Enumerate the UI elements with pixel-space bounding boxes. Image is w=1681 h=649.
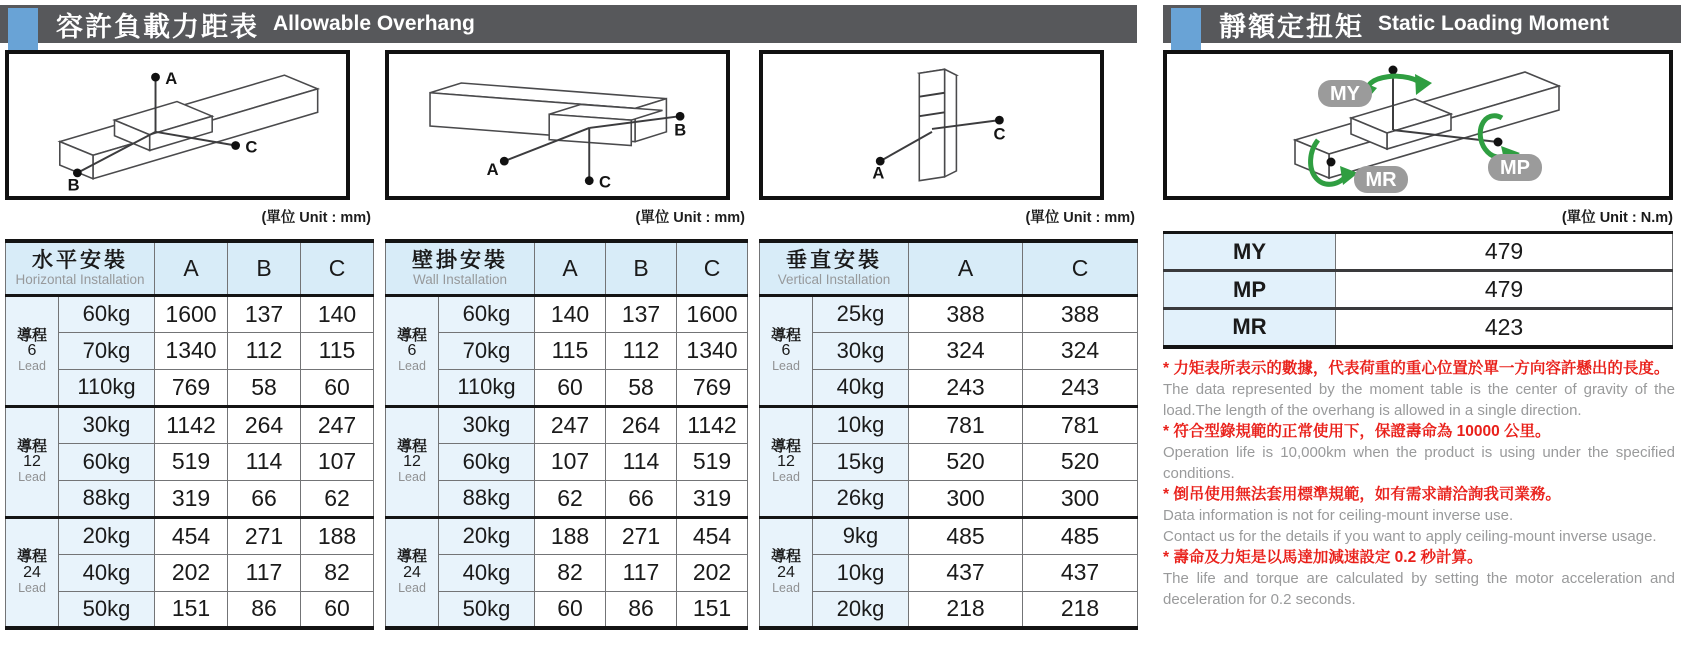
value-cell: 769 — [677, 369, 748, 406]
footnote-en: Operation life is 10,000km when the product is using under the specified conditions. — [1163, 443, 1675, 482]
value-cell: 117 — [228, 554, 301, 591]
column-header: A — [535, 241, 606, 295]
vertical-installation-diagram — [759, 50, 1104, 200]
table-row — [760, 591, 1138, 628]
value-cell: 1142 — [155, 406, 228, 443]
table-row — [760, 443, 1138, 480]
value-cell: 107 — [535, 443, 606, 480]
load-cell: 70kg — [439, 332, 535, 369]
moment-value-cell: 479 — [1336, 271, 1673, 309]
unit-label-mm: (單位 Unit : mm) — [635, 210, 745, 226]
value-cell: 66 — [228, 480, 301, 517]
column-header: A — [909, 241, 1023, 295]
table-row — [760, 295, 1138, 332]
footnote-en: Data information is not for ceiling-mount inverse use. — [1163, 506, 1514, 524]
section-title-zh: 靜額定扭矩 — [1219, 11, 1364, 42]
value-cell: 82 — [535, 554, 606, 591]
table-row — [6, 369, 374, 406]
value-cell: 1142 — [677, 406, 748, 443]
value-cell: 264 — [228, 406, 301, 443]
load-cell: 88kg — [59, 480, 155, 517]
load-cell: 25kg — [813, 295, 909, 332]
value-cell: 188 — [535, 517, 606, 554]
axis-label: B — [67, 175, 80, 195]
axis-label: C — [993, 124, 1006, 144]
horizontal-column — [5, 50, 373, 630]
vertical-rail-drawing — [763, 54, 1100, 196]
table-row — [6, 295, 374, 332]
table-row — [6, 332, 374, 369]
lead-cell: 導程 12 Lead — [386, 406, 439, 517]
table-row — [760, 406, 1138, 443]
unit-label-mm: (單位 Unit : mm) — [1025, 210, 1135, 226]
load-cell: 70kg — [59, 332, 155, 369]
value-cell: 60 — [535, 591, 606, 628]
column-header: B — [228, 241, 301, 295]
lead-cell: 導程 12 Lead — [760, 406, 813, 517]
value-cell: 60 — [301, 591, 374, 628]
table-row — [6, 443, 374, 480]
value-cell: 454 — [155, 517, 228, 554]
footnote-zh: * 倒吊使用無法套用標準規範，如有需求請洽詢我司業務。 — [1163, 485, 1561, 503]
unit-label-nm: (單位 Unit : N.m) — [1561, 210, 1673, 226]
value-cell: 324 — [909, 332, 1023, 369]
value-cell: 300 — [909, 480, 1023, 517]
value-cell: 388 — [1023, 295, 1138, 332]
table-row — [760, 332, 1138, 369]
load-cell: 30kg — [439, 406, 535, 443]
table-row — [6, 480, 374, 517]
value-cell: 58 — [228, 369, 301, 406]
vertical-column — [759, 50, 1137, 630]
value-cell: 1600 — [677, 295, 748, 332]
value-cell: 82 — [301, 554, 374, 591]
value-cell: 62 — [535, 480, 606, 517]
load-cell: 60kg — [439, 443, 535, 480]
table-row — [1164, 233, 1673, 271]
value-cell: 1340 — [155, 332, 228, 369]
moment-diagram — [1163, 50, 1673, 200]
value-cell: 437 — [1023, 554, 1138, 591]
column-header: C — [1023, 241, 1138, 295]
allowable-overhang-header — [0, 5, 1137, 43]
moment-rail-drawing — [1167, 54, 1669, 196]
table-name-cell: 垂直安裝 Vertical Installation — [760, 241, 909, 295]
value-cell: 107 — [301, 443, 374, 480]
load-cell: 50kg — [439, 591, 535, 628]
value-cell: 151 — [677, 591, 748, 628]
table-row — [386, 332, 748, 369]
value-cell: 60 — [535, 369, 606, 406]
mr-badge-label: MR — [1365, 169, 1397, 191]
table-row — [6, 591, 374, 628]
footnote-en: The data represented by the moment table is the center of gravity of the load.The length of the overhang is allowed in a single direction. — [1163, 380, 1675, 419]
table-header-row — [386, 241, 748, 295]
table-header-row — [6, 241, 374, 295]
wall-installation-diagram — [385, 50, 730, 200]
load-cell: 20kg — [813, 591, 909, 628]
static-moment-header — [1163, 5, 1681, 43]
value-cell: 62 — [301, 480, 374, 517]
moment-label-cell: MR — [1164, 309, 1336, 347]
axis-label: B — [674, 120, 687, 140]
load-cell: 30kg — [813, 332, 909, 369]
value-cell: 271 — [228, 517, 301, 554]
value-cell: 519 — [155, 443, 228, 480]
load-cell: 40kg — [59, 554, 155, 591]
axis-label: C — [599, 172, 611, 192]
table-row — [6, 517, 374, 554]
wall-rail-drawing — [389, 54, 726, 196]
table-row — [1164, 309, 1673, 347]
load-cell: 10kg — [813, 554, 909, 591]
footnotes — [1163, 358, 1675, 610]
load-cell: 30kg — [59, 406, 155, 443]
footnote-zh: * 壽命及力矩是以馬達加減速設定 0.2 秒計算。 — [1163, 548, 1483, 566]
load-cell: 110kg — [439, 369, 535, 406]
moment-value-cell: 423 — [1336, 309, 1673, 347]
moment-value-cell: 479 — [1336, 233, 1673, 271]
moment-label-cell: MP — [1164, 271, 1336, 309]
table-row — [6, 406, 374, 443]
table-row — [386, 517, 748, 554]
footnote-en: The life and torque are calculated by setting the motor acceleration and deceleration for 0.2 seconds. — [1163, 569, 1675, 608]
table-row — [386, 406, 748, 443]
value-cell: 60 — [301, 369, 374, 406]
load-cell: 9kg — [813, 517, 909, 554]
lead-cell: 導程 24 Lead — [6, 517, 59, 628]
value-cell: 324 — [1023, 332, 1138, 369]
axis-label: A — [486, 159, 499, 179]
value-cell: 112 — [606, 332, 677, 369]
footnote-en: Contact us for the details if you want to apply ceiling-mount inverse usage. — [1163, 527, 1657, 545]
value-cell: 218 — [909, 591, 1023, 628]
load-cell: 60kg — [59, 295, 155, 332]
footnote-zh: * 符合型錄規範的正常使用下，保證壽命為 10000 公里。 — [1163, 422, 1551, 440]
table-row — [386, 591, 748, 628]
load-cell: 15kg — [813, 443, 909, 480]
table-header-row — [760, 241, 1138, 295]
load-cell: 40kg — [439, 554, 535, 591]
my-badge-label: MY — [1330, 83, 1360, 105]
value-cell: 319 — [155, 480, 228, 517]
lead-cell: 導程 24 Lead — [760, 517, 813, 628]
value-cell: 520 — [909, 443, 1023, 480]
mp-badge-label: MP — [1500, 157, 1530, 179]
value-cell: 388 — [909, 295, 1023, 332]
value-cell: 243 — [909, 369, 1023, 406]
value-cell: 247 — [535, 406, 606, 443]
value-cell: 218 — [1023, 591, 1138, 628]
value-cell: 115 — [535, 332, 606, 369]
value-cell: 300 — [1023, 480, 1138, 517]
wall-installation-table — [385, 239, 748, 630]
footnote-zh: * 力矩表所表示的數據，代表荷重的重心位置於單一方向容許懸出的長度。 — [1163, 359, 1670, 377]
value-cell: 86 — [606, 591, 677, 628]
column-header: B — [606, 241, 677, 295]
column-header: C — [301, 241, 374, 295]
value-cell: 202 — [677, 554, 748, 591]
value-cell: 140 — [535, 295, 606, 332]
blue-accent-square — [8, 8, 38, 50]
horizontal-rail-drawing — [9, 54, 346, 196]
load-cell: 40kg — [813, 369, 909, 406]
value-cell: 117 — [606, 554, 677, 591]
value-cell: 58 — [606, 369, 677, 406]
horizontal-installation-diagram — [5, 50, 350, 200]
axis-label: A — [165, 68, 178, 88]
table-row — [6, 554, 374, 591]
axis-label: C — [245, 137, 258, 157]
value-cell: 247 — [301, 406, 374, 443]
value-cell: 769 — [155, 369, 228, 406]
table-row — [760, 480, 1138, 517]
value-cell: 243 — [1023, 369, 1138, 406]
value-cell: 112 — [228, 332, 301, 369]
table-row — [386, 554, 748, 591]
value-cell: 437 — [909, 554, 1023, 591]
axis-label: A — [872, 163, 885, 183]
load-cell: 50kg — [59, 591, 155, 628]
section-title-en: Allowable Overhang — [273, 12, 475, 35]
table-row — [1164, 271, 1673, 309]
value-cell: 66 — [606, 480, 677, 517]
load-cell: 20kg — [439, 517, 535, 554]
column-header: A — [155, 241, 228, 295]
column-header: C — [677, 241, 748, 295]
moment-label-cell: MY — [1164, 233, 1336, 271]
table-row — [760, 517, 1138, 554]
lead-cell: 導程 12 Lead — [6, 406, 59, 517]
table-name-cell: 壁掛安裝 Wall Installation — [386, 241, 535, 295]
load-cell: 110kg — [59, 369, 155, 406]
value-cell: 188 — [301, 517, 374, 554]
load-cell: 60kg — [439, 295, 535, 332]
table-name-cell: 水平安裝 Horizontal Installation — [6, 241, 155, 295]
table-row — [386, 480, 748, 517]
table-row — [760, 369, 1138, 406]
section-title-en: Static Loading Moment — [1378, 12, 1609, 35]
section-title-zh: 容許負載力距表 — [56, 11, 259, 42]
value-cell: 115 — [301, 332, 374, 369]
value-cell: 1600 — [155, 295, 228, 332]
value-cell: 86 — [228, 591, 301, 628]
load-cell: 26kg — [813, 480, 909, 517]
value-cell: 781 — [1023, 406, 1138, 443]
lead-cell: 導程 6 Lead — [760, 295, 813, 406]
wall-column — [385, 50, 747, 630]
overhang-columns — [5, 50, 1137, 630]
load-cell: 10kg — [813, 406, 909, 443]
value-cell: 319 — [677, 480, 748, 517]
table-row — [386, 443, 748, 480]
load-cell: 60kg — [59, 443, 155, 480]
value-cell: 1340 — [677, 332, 748, 369]
load-cell: 20kg — [59, 517, 155, 554]
value-cell: 485 — [1023, 517, 1138, 554]
lead-cell: 導程 6 Lead — [6, 295, 59, 406]
table-row — [760, 554, 1138, 591]
value-cell: 454 — [677, 517, 748, 554]
value-cell: 264 — [606, 406, 677, 443]
lead-cell: 導程 6 Lead — [386, 295, 439, 406]
value-cell: 140 — [301, 295, 374, 332]
vertical-installation-table — [759, 239, 1138, 630]
static-moment-table — [1163, 231, 1673, 349]
value-cell: 519 — [677, 443, 748, 480]
value-cell: 137 — [606, 295, 677, 332]
value-cell: 202 — [155, 554, 228, 591]
table-row — [386, 369, 748, 406]
table-row — [386, 295, 748, 332]
value-cell: 520 — [1023, 443, 1138, 480]
value-cell: 271 — [606, 517, 677, 554]
blue-accent-square — [1171, 8, 1201, 50]
value-cell: 781 — [909, 406, 1023, 443]
horizontal-installation-table — [5, 239, 374, 630]
value-cell: 114 — [606, 443, 677, 480]
value-cell: 137 — [228, 295, 301, 332]
static-loading-moment-section — [1163, 0, 1681, 610]
value-cell: 485 — [909, 517, 1023, 554]
load-cell: 88kg — [439, 480, 535, 517]
value-cell: 114 — [228, 443, 301, 480]
lead-cell: 導程 24 Lead — [386, 517, 439, 628]
value-cell: 151 — [155, 591, 228, 628]
unit-label-mm: (單位 Unit : mm) — [261, 210, 371, 226]
